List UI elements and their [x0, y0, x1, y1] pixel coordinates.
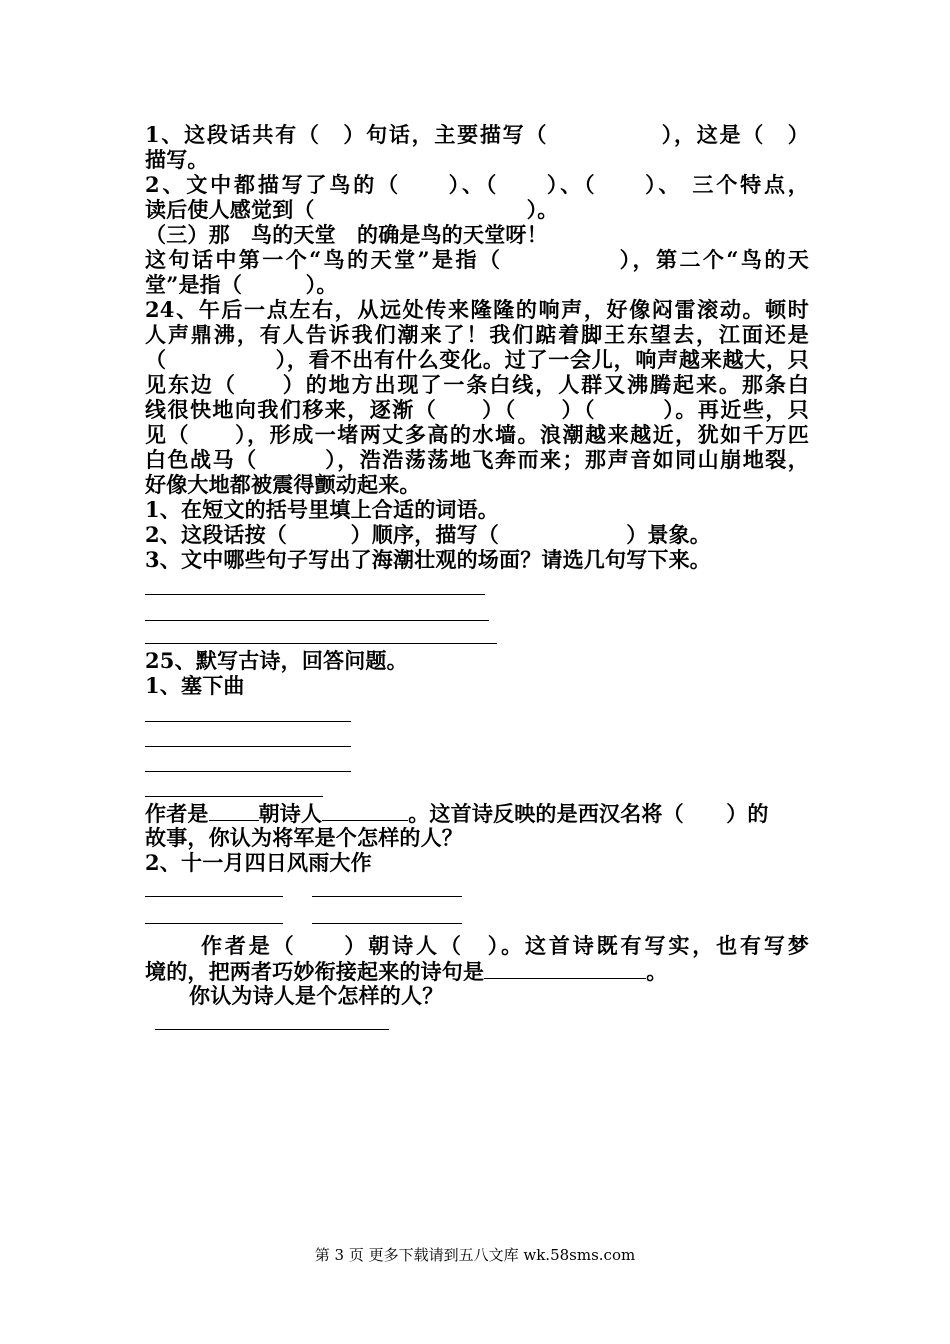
verse-blank[interactable] — [484, 958, 646, 979]
passage-line: 24、午后一点左右，从远处传来隆隆的响声，好像闷雷滚动。顿时 — [145, 297, 809, 322]
question-line: 堂”是指（ ）。 — [145, 272, 338, 297]
question-line: 描写。 — [145, 147, 209, 172]
poem-question: 境的，把两者巧妙衔接起来的诗句是 — [145, 959, 485, 984]
question-line: 作者是（ ）朝诗人（ ）。这首诗既有写实，也有写梦 — [201, 933, 809, 958]
question-line: 2、这段话按（ ）顺序，描写（ ）景象。 — [145, 522, 712, 547]
answer-blank-line[interactable] — [145, 643, 497, 644]
poem-blank-line[interactable] — [145, 796, 323, 797]
poem-blank-row — [145, 923, 809, 925]
poem-blank-line[interactable] — [145, 923, 283, 924]
question-line: 1、在短文的括号里填上合适的词语。 — [145, 497, 500, 522]
poem-title: 2、十一月四日风雨大作 — [145, 850, 372, 875]
dynasty-blank[interactable] — [209, 800, 259, 821]
passage-line: 白色战马（ ），浩浩荡荡地飞奔而来；那声音如同山崩地裂， — [145, 447, 809, 472]
question-line: 3、文中哪些句子写出了海潮壮观的场面？请选几句写下来。 — [145, 547, 712, 572]
section-heading: （三）那 鸟的天堂 的确是鸟的天堂呀！ — [145, 222, 548, 247]
question-line: 这句话中第一个“鸟的天堂”是指（ ），第二个“鸟的天 — [145, 247, 809, 272]
worksheet-content — [145, 122, 809, 1030]
poem-blank-row — [145, 896, 809, 898]
passage-line: 线很快地向我们移来，逐渐（ ）（ ）（ ）。再近些，只 — [145, 397, 809, 422]
passage-line: 人声鼎沸，有人告诉我们潮来了！我们踮着脚王东望去，江面还是 — [145, 322, 809, 347]
question-line: 1、这段话共有（ ）句话，主要描写（ ），这是（ ） — [145, 122, 809, 147]
poem-title: 1、塞下曲 — [145, 673, 245, 698]
question-line: 2、文中都描写了鸟的（ ）、（ ）、（ ）、 三个特点， — [145, 172, 809, 197]
passage-line: 见（ ），形成一堵两丈多高的水墙。浪潮越来越近，犹如千万匹 — [145, 422, 809, 447]
question-line: 你认为诗人是个怎样的人？ — [189, 983, 444, 1008]
poem-blank-line[interactable] — [312, 896, 462, 897]
question-line: 读后使人感觉到（ ）。 — [145, 197, 559, 222]
page-footer: 第 3 页 更多下载请到五八文库 wk.58sms.com — [314, 1246, 636, 1264]
question-heading: 25、默写古诗，回答问题。 — [145, 648, 408, 673]
period: 。 — [646, 959, 668, 984]
question-line: 故事，你认为将军是个怎样的人？ — [145, 825, 463, 850]
author-label: 作者是 — [145, 801, 209, 826]
question-line — [145, 800, 809, 825]
poem-blank-line[interactable] — [312, 923, 462, 924]
poet-blank[interactable] — [322, 800, 408, 821]
passage-line: 好像大地都被震得颤动起来。 — [145, 472, 421, 497]
answer-blank-line[interactable] — [155, 1029, 389, 1030]
passage-line: （ ），看不出有什么变化。过了一会儿，响声越来越大，只 — [145, 347, 809, 372]
poet-label: 朝诗人 — [258, 801, 323, 826]
general-question: 。这首诗反映的是西汉名将（ ）的 — [408, 801, 769, 826]
question-line — [145, 958, 809, 983]
poem-blank-line[interactable] — [145, 896, 283, 897]
passage-line: 见东边（ ）的地方出现了一条白线，人群又沸腾起来。那条白 — [145, 372, 809, 397]
